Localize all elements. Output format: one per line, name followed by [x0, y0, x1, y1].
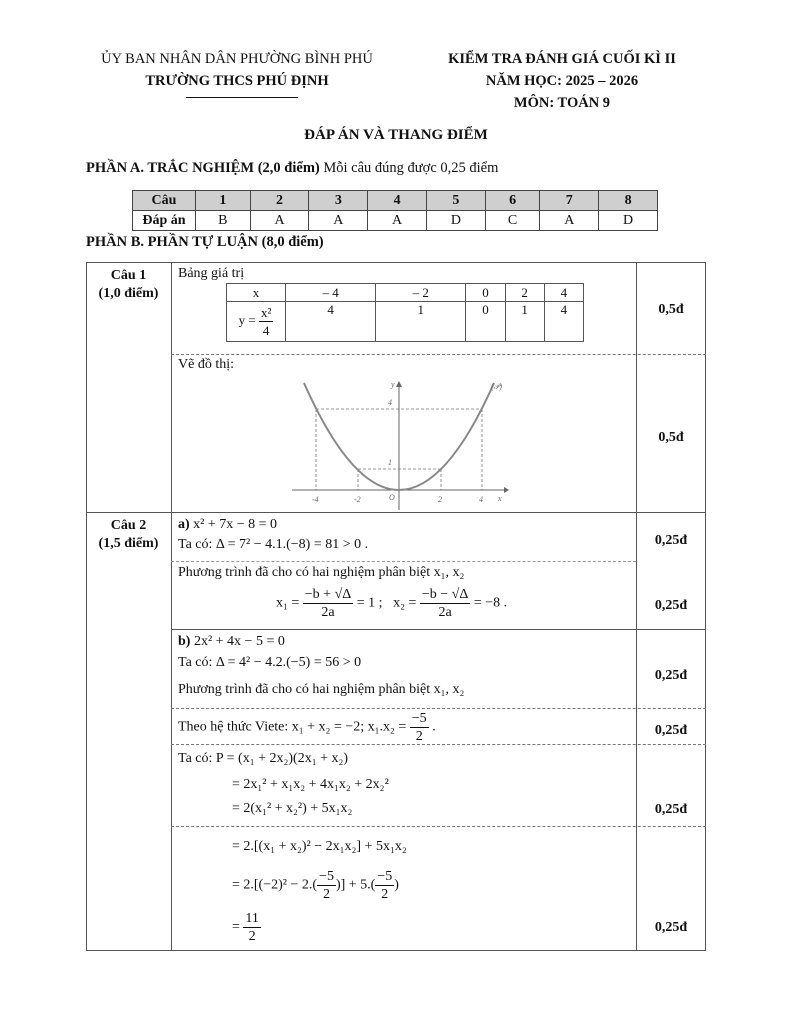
q2a-x1-num: −b + √Δ: [304, 587, 352, 602]
q2-title: Câu 2: [110, 518, 147, 533]
q2a-roots-intro: Phương trình đã cho có hai nghiệm phân biệt x₁, x₂: [178, 565, 465, 580]
school-year: NĂM HỌC: 2025 – 2026: [485, 73, 639, 89]
q1-score-1: 0,5đ: [658, 302, 684, 317]
header-right: [412, 48, 712, 114]
parabola-graph: [290, 377, 510, 511]
grid-col1: [171, 262, 172, 951]
p6-num: 11: [245, 911, 259, 926]
p5-num: −5: [319, 869, 334, 884]
school-name: TRƯỜNG THCS PHÚ ĐỊNH: [145, 73, 329, 89]
answer-table-a: D: [426, 211, 485, 231]
row-divider: [171, 629, 706, 630]
q2-score: 0,25đ: [654, 598, 688, 613]
value-table-x: 0: [466, 284, 505, 302]
value-table-y: 0: [466, 302, 505, 342]
answer-table-q: 4: [368, 191, 427, 211]
p-line-6: [232, 910, 261, 945]
p-line-6-frac: [243, 910, 260, 945]
p-line-5-frac-1: [317, 868, 336, 903]
answer-table-q: 8: [599, 191, 658, 211]
value-table-y-row: [227, 302, 584, 342]
p-line-2: = 2x₁² + x₁x₂ + 4x₁x₂ + 2x₂²: [232, 777, 389, 792]
value-table: [226, 283, 584, 342]
q2-score: 0,25đ: [654, 723, 688, 738]
y-prefix: y =: [238, 312, 256, 328]
q2b-eq: 2x² + 4x − 5 = 0: [193, 634, 285, 649]
q2a-x2: x₂ =: [393, 595, 417, 611]
x-axis-label: x: [498, 494, 502, 503]
answer-table-q: 1: [196, 191, 251, 211]
q2a-x1-den: 2a: [321, 605, 335, 620]
grid-right: [705, 262, 706, 951]
q2b-equation: [178, 634, 285, 650]
page-title: ĐÁP ÁN VÀ THANG ĐIỂM: [304, 127, 488, 143]
q2-points: (1,5 điểm): [98, 536, 159, 551]
q2a-tag: a): [178, 517, 190, 532]
q2a-x1-val: = 1 ;: [356, 595, 383, 611]
value-table-y-label: [227, 302, 286, 342]
q2a-eq: x² + 7x − 8 = 0: [193, 517, 278, 532]
answer-table-q: 3: [309, 191, 368, 211]
grid-q-divider: [86, 512, 706, 513]
part-a-note: Mỗi câu đúng được 0,25 điểm: [319, 160, 499, 176]
subject: MÔN: TOÁN 9: [513, 95, 611, 111]
answer-table-a: A: [540, 211, 599, 231]
p-line-3: = 2(x₁² + x₂²) + 5x₁x₂: [232, 801, 353, 816]
graph-caption: Vẽ đồ thị:: [178, 357, 234, 372]
x-axis-arrow: [504, 487, 509, 493]
value-table-x: 4: [544, 284, 583, 302]
y-tick-label: 4: [388, 398, 392, 407]
y-num: x²: [260, 305, 272, 320]
answer-table-q: 2: [250, 191, 309, 211]
answer-table-header-row: [133, 191, 658, 211]
answer-table-a: A: [309, 211, 368, 231]
x-tick-label: 4: [479, 495, 483, 504]
answer-table-a: C: [485, 211, 540, 231]
viete-fraction: [410, 710, 429, 745]
part-a-title: PHẦN A. TRẮC NGHIỆM (2,0 điểm): [86, 160, 320, 176]
value-table-x-label: x: [227, 284, 286, 302]
q2a-x1-fraction: [303, 586, 353, 621]
q2a-x2-num: −b − √Δ: [421, 587, 469, 602]
p-line-6a: =: [232, 919, 240, 935]
q1-label: [86, 267, 171, 303]
q1-score-2: 0,5đ: [658, 430, 684, 445]
y-axis-label: y: [391, 380, 395, 389]
p5-den-2: 2: [381, 887, 389, 902]
row-divider: [171, 708, 706, 709]
y-den: 4: [262, 323, 270, 338]
row-divider: [171, 826, 706, 827]
x-tick-label: -2: [354, 495, 361, 504]
p5-num-2: −5: [377, 869, 393, 884]
answer-table-a: D: [599, 211, 658, 231]
p5-den: 2: [323, 887, 330, 902]
q2b-viete: [178, 710, 436, 745]
p-line-5: [232, 868, 399, 903]
q2a-roots: [276, 586, 507, 621]
answer-table-a: B: [196, 211, 251, 231]
p-line-1: Ta có: P = (x₁ + 2x₂)(2x₁ + x₂): [178, 751, 349, 766]
row-divider: [171, 354, 706, 355]
value-table-x-row: [227, 284, 584, 302]
p-line-5a: = 2.[(−2)² − 2.(: [232, 877, 318, 893]
q2a-delta: Ta có: Δ = 7² − 4.1.(−8) = 81 > 0 .: [178, 537, 369, 552]
p-line-5c: ): [394, 877, 399, 893]
q1-title: Câu 1: [110, 268, 147, 283]
answer-table-answer-row: [133, 211, 658, 231]
authority-name: ỦY BAN NHÂN DÂN PHƯỜNG BÌNH PHÚ: [101, 51, 373, 67]
grid-left: [86, 262, 87, 951]
viete-end: .: [432, 719, 436, 735]
y-tick-label: 1: [388, 458, 392, 467]
origin-label: O: [389, 493, 395, 502]
value-table-x: 2: [505, 284, 544, 302]
q2-score: 0,25đ: [654, 533, 688, 548]
header-underline: [186, 97, 298, 98]
x-tick-label: -4: [312, 495, 319, 504]
value-table-x: – 4: [286, 284, 376, 302]
y-fraction: [259, 304, 273, 339]
answer-table-q: 5: [426, 191, 485, 211]
answer-table: [132, 190, 658, 231]
q2a-x2-den: 2a: [438, 605, 452, 620]
p-line-5b: )] + 5.(: [335, 877, 376, 893]
q2-label: [86, 517, 171, 553]
q2a-x2-val: = −8 .: [473, 595, 508, 611]
p-line-5-frac-2: [375, 868, 394, 903]
header-left: [72, 48, 402, 92]
part-a-heading: [86, 160, 498, 177]
exam-title: KIỂM TRA ĐÁNH GIÁ CUỐI KÌ II: [448, 51, 676, 67]
answer-table-q: 7: [540, 191, 599, 211]
value-table-y: 1: [505, 302, 544, 342]
q2-score: 0,25đ: [654, 668, 688, 683]
q2b-roots-intro: Phương trình đã cho có hai nghiệm phân biệt x₁, x₂: [178, 682, 465, 697]
answer-table-q: 6: [485, 191, 540, 211]
y-axis-arrow: [396, 381, 402, 387]
answer-table-a: A: [368, 211, 427, 231]
p-line-4: = 2.[(x₁ + x₂)² − 2x₁x₂] + 5x₁x₂: [232, 839, 407, 854]
q2a-x1: x₁ =: [276, 595, 300, 611]
x-tick-label: 2: [438, 495, 442, 504]
viete-text: Theo hệ thức Viete: x₁ + x₂ = −2; x₁.x₂ =: [178, 719, 407, 735]
p6-den: 2: [248, 929, 256, 944]
grid-top: [86, 262, 706, 263]
answer-table-a-label: Đáp án: [133, 211, 196, 231]
q2-score: 0,25đ: [654, 920, 688, 935]
q2a-equation: [178, 517, 277, 533]
value-table-caption: Bảng giá trị: [178, 266, 245, 281]
q2b-tag: b): [178, 634, 191, 649]
row-divider: [171, 561, 636, 562]
answer-table-a: A: [250, 211, 309, 231]
answer-table-q-label: Câu: [133, 191, 196, 211]
q1-points: (1,0 điểm): [98, 286, 159, 301]
q2a-x2-fraction: [420, 586, 470, 621]
q2b-delta: Ta có: Δ = 4² − 4.2.(−5) = 56 > 0: [178, 655, 362, 670]
part-b-heading: PHẦN B. PHẦN TỰ LUẬN (8,0 điểm): [86, 234, 324, 250]
value-table-y: 4: [544, 302, 583, 342]
value-table-x: – 2: [376, 284, 466, 302]
value-table-y: 4: [286, 302, 376, 342]
curve-label: (𝒫): [491, 382, 503, 391]
viete-num: −5: [411, 711, 427, 726]
q2-score: 0,25đ: [654, 802, 688, 817]
value-table-y: 1: [376, 302, 466, 342]
grid-bottom: [86, 950, 706, 951]
viete-den: 2: [415, 729, 423, 744]
